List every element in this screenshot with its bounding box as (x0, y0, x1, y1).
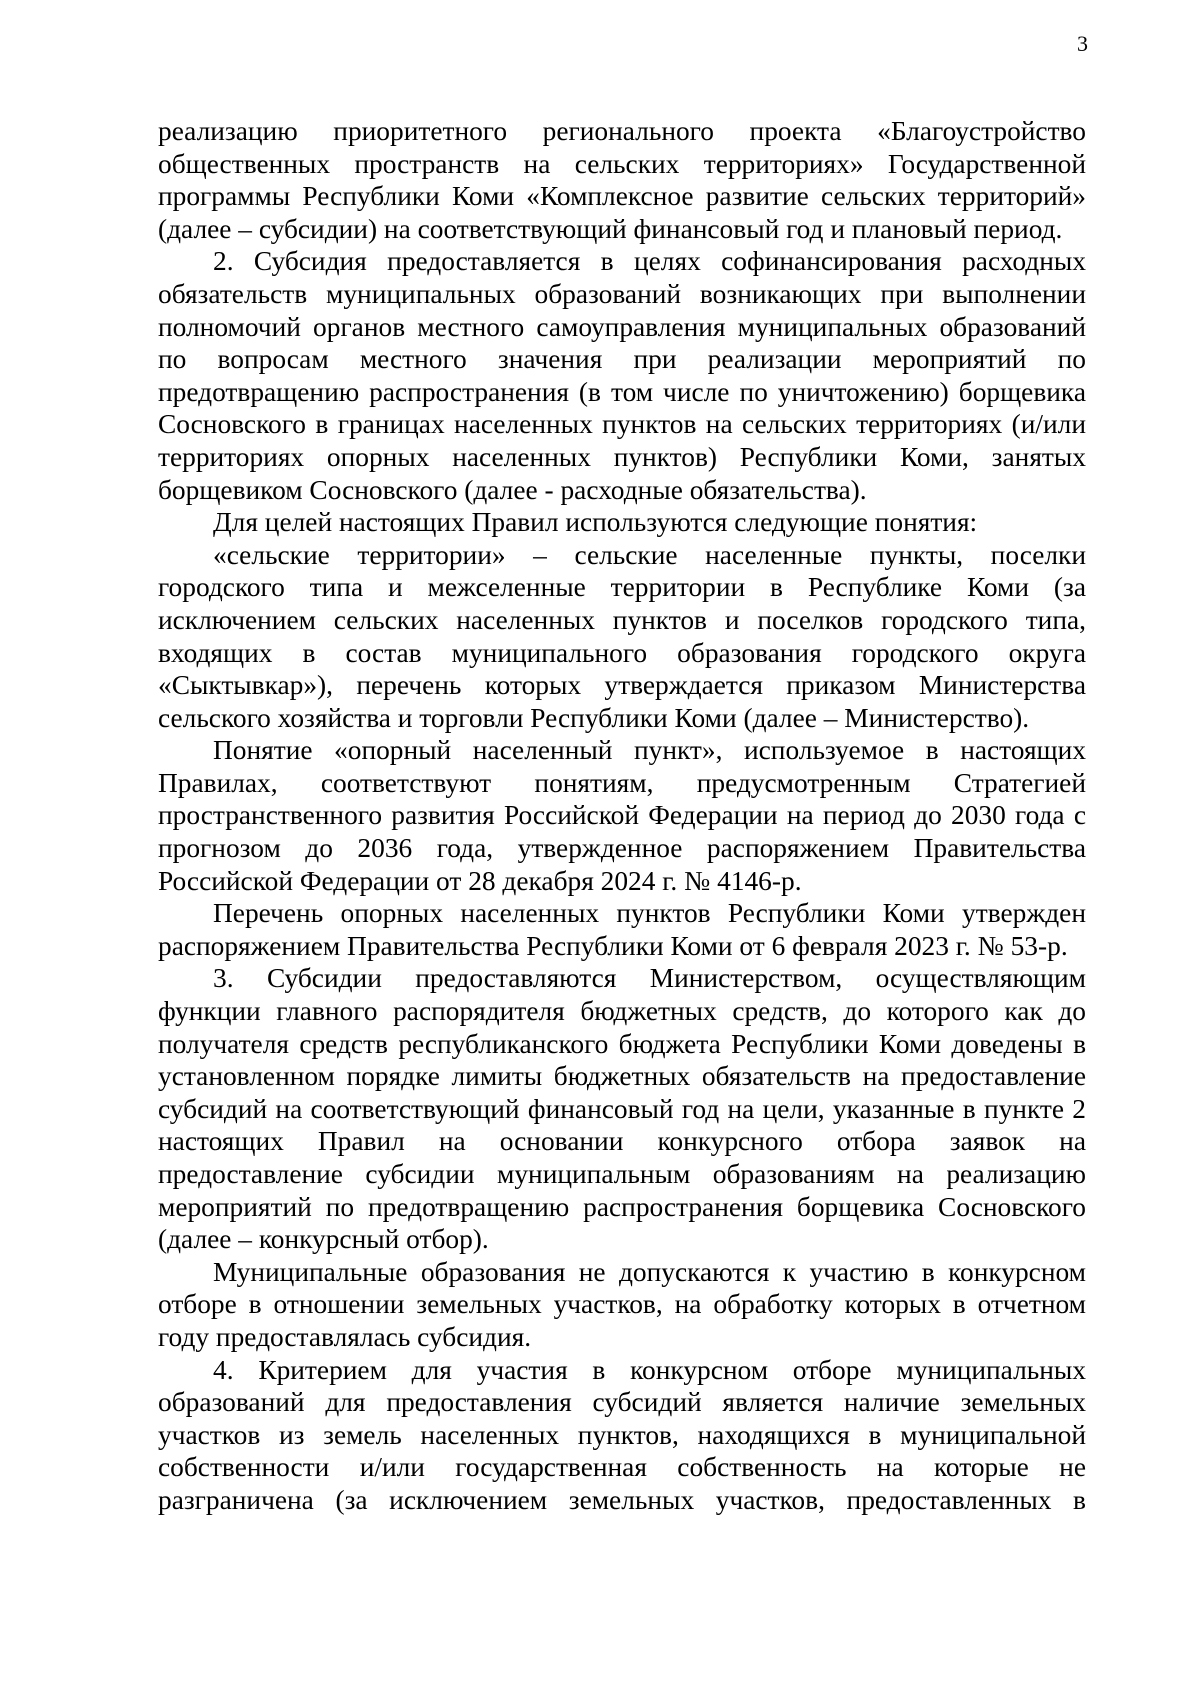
page-number: 3 (1077, 31, 1088, 56)
paragraph-continuation: реализацию приоритетного регионального проекта «Благоустройство общественных пространств на сельских территориях» Государственной программы Республики Коми «Комплексное развитие сельских территорий» (далее – субсидии) на соответствующий финансовый год и плановый период. (158, 116, 1086, 244)
paragraph-definitions-intro: Для целей настоящих Правил используются следующие понятия: (213, 507, 978, 538)
paragraph-item-2: 2. Субсидия предоставляется в целях софинансирования расходных обязательств муниципальных образований возникающих при выполнении полномочий органов местного самоуправления муниципальных образований по вопросам местного значения при реализации мероприятий по предотвращению распространения (в том числе по уничтожению) борщевика Сосновского в границах населенных пунктов на сельских территориях (и/или территориях опорных населенных пунктов) Республики Коми, занятых борщевиком Сосновского (далее - расходные обязательства). (158, 246, 1086, 505)
paragraph-reference-settlement: Понятие «опорный населенный пункт», используемое в настоящих Правилах, соответствуют понятиям, предусмотренным Стратегией пространственного развития Российской Федерации на период до 2030 года с прогнозом до 2036 года, утвержденное распоряжением Правительства Российской Федерации от 28 декабря 2024 г. № 4146-р. (158, 735, 1086, 896)
paragraph-item-4: 4. Критерием для участия в конкурсном отборе муниципальных образований для предоставления субсидий является наличие земельных участков из земель населенных пунктов, находящихся в муниципальной собственности и/или государственная собственность на которые не разграничена (за исключением земельных участков, предоставленных в (158, 1354, 1086, 1515)
document-body (158, 115, 1086, 1517)
paragraph-settlement-list: Перечень опорных населенных пунктов Республики Коми утвержден распоряжением Правительства Республики Коми от 6 февраля 2023 г. № 53-р. (158, 898, 1086, 961)
paragraph-exclusion: Муниципальные образования не допускаются к участию в конкурсном отборе в отношении земельных участков, на обработку которых в отчетном году предоставлялась субсидия. (158, 1256, 1086, 1352)
paragraph-item-3: 3. Субсидии предоставляются Министерством, осуществляющим функции главного распорядителя бюджетных средств, до которого как до получателя средств республиканского бюджета Республики Коми доведены в установленном порядке лимиты бюджетных обязательств на предоставление субсидий на соответствующий финансовый год на цели, указанные в пункте 2 настоящих Правил на основании конкурсного отбора заявок на предоставление субсидии муниципальным образованиям на реализацию мероприятий по предотвращению распространения борщевика Сосновского (далее – конкурсный отбор). (158, 963, 1086, 1255)
paragraph-rural-territories: «сельские территории» – сельские населенные пункты, поселки городского типа и межселенные территории в Республике Коми (за исключением сельских населенных пунктов и поселков городского типа, входящих в состав муниципального образования городского округа «Сыктывкар»), перечень которых утверждается приказом Министерства сельского хозяйства и торговли Республики Коми (далее – Министерство). (158, 539, 1086, 733)
